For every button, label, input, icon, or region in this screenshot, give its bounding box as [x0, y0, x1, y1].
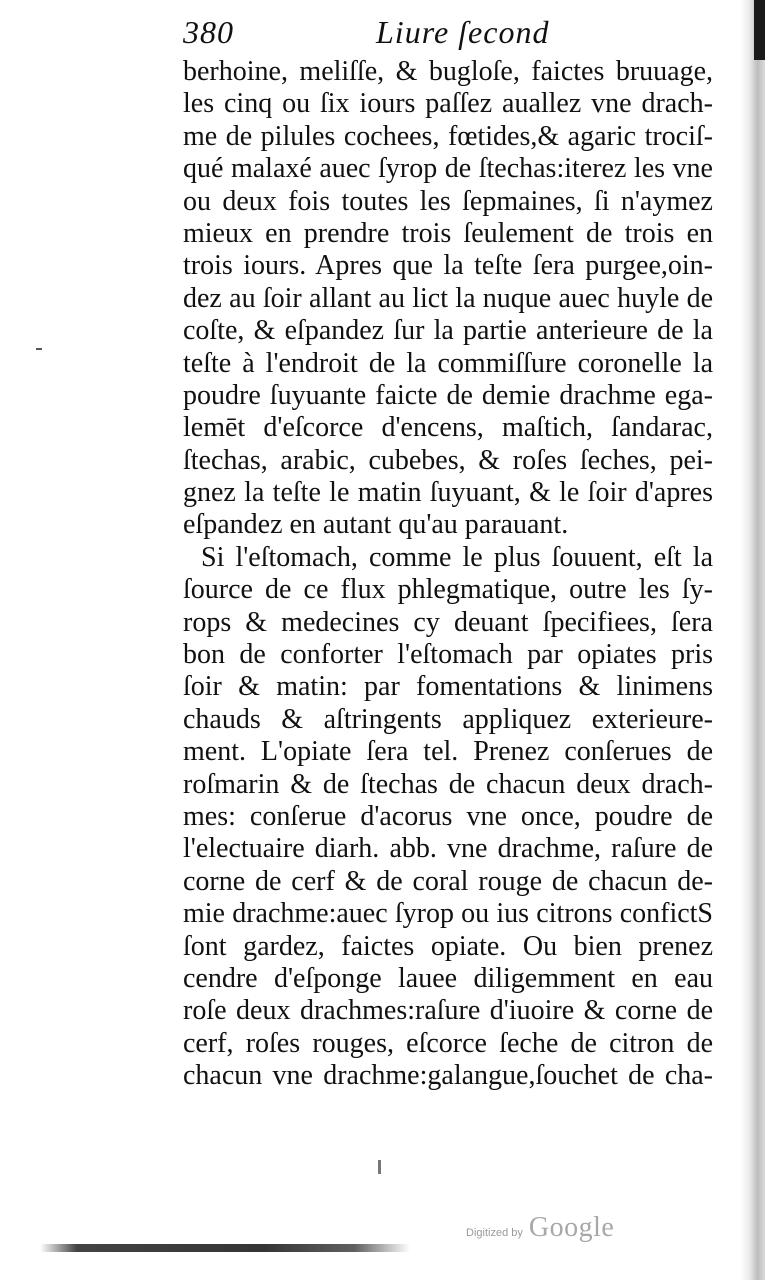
- text-line: chauds & aſtringents appliquez exterieure-: [183, 703, 713, 735]
- watermark-caption: Digitized by: [466, 1227, 523, 1239]
- text-line: eſpandez en autant qu'au parauant.: [183, 509, 569, 541]
- text-line: poudre ſuyuante faicte de demie drachme ega-: [183, 379, 713, 411]
- body-text: [183, 56, 713, 1093]
- text-line: ſont gardez, faictes opiate. Ou bien prenez: [183, 930, 713, 962]
- text-line: berhoine, meliſſe, & bugloſe, faictes bruuage,: [183, 56, 713, 87]
- text-line: cendre d'eſponge lauee diligemment en eau: [183, 962, 713, 994]
- text-line: coſte, & eſpandez ſur la partie anterieure de la: [183, 315, 713, 347]
- text-line: gnez la teſte le matin ſuyuant, & le ſoir d'apres: [183, 477, 713, 509]
- text-line: mie drachme:auec ſyrop ou ius citrons confictS: [183, 898, 713, 930]
- text-line: ſoir & matin: par fomentations & linimens: [183, 671, 713, 703]
- text-line: trois iours. Apres que la teſte ſera purgee,oin-: [183, 250, 713, 282]
- page-edge-shadow: [740, 0, 765, 1280]
- text-line: me de pilules cochees, fœtides,& agaric trociſ-: [183, 120, 713, 152]
- text-line: ou deux fois toutes les ſepmaines, ſi n'aymez: [183, 185, 713, 217]
- running-head: Liure ſecond: [376, 14, 550, 50]
- text-line: ment. L'opiate ſera tel. Prenez conſerues de: [183, 736, 713, 768]
- text-line: teſte à l'endroit de la commiſſure coronelle la: [183, 347, 713, 379]
- text-line: rops & medecines cy deuant ſpecifiees, ſera: [183, 606, 713, 638]
- text-line: ſource de ce flux phlegmatique, outre les ſy-: [183, 574, 713, 606]
- gutter-mark: [378, 1160, 381, 1174]
- page-number: 380: [183, 14, 234, 50]
- text-line: ſtechas, arabic, cubebes, & roſes ſeches, pei-: [183, 444, 713, 476]
- margin-speck: [36, 348, 42, 350]
- digitization-watermark: [466, 1212, 614, 1244]
- text-line: mieux en prendre trois ſeulement de trois en: [183, 217, 713, 249]
- page-header: [183, 10, 723, 50]
- text-line: dez au ſoir allant au lict la nuque auec huyle de: [183, 282, 713, 314]
- text-line: les cinq ou ſix iours paſſez auallez vne drach-: [183, 88, 713, 120]
- text-line: roſmarin & de ſtechas de chacun deux drach-: [183, 768, 713, 800]
- text-line: lemēt d'eſcorce d'encens, maſtich, ſandarac,: [183, 412, 713, 444]
- paragraph-start-line: Si l'eſtomach, comme le plus ſouuent, eſt la: [201, 541, 713, 573]
- text-line: cerf, roſes rouges, eſcorce ſeche de citron de: [183, 1027, 713, 1059]
- text-line: l'electuaire diarh. abb. vne drachme, raſure de: [183, 833, 713, 865]
- text-line: mes: conſerue d'acorus vne once, poudre de: [183, 800, 713, 832]
- google-logo: Google: [528, 1212, 615, 1243]
- text-line: qué malaxé auec ſyrop de ſtechas:iterez les vne: [183, 153, 713, 185]
- scan-smudge: [40, 1244, 410, 1252]
- text-line: roſe deux drachmes:raſure d'iuoire & corne de: [183, 995, 713, 1027]
- text-line: bon de conforter l'eſtomach par opiates pris: [183, 639, 713, 671]
- text-line: corne de cerf & de coral rouge de chacun de-: [183, 865, 713, 897]
- text-line: chacun vne drachme:galangue,ſouchet de cha-: [183, 1060, 713, 1092]
